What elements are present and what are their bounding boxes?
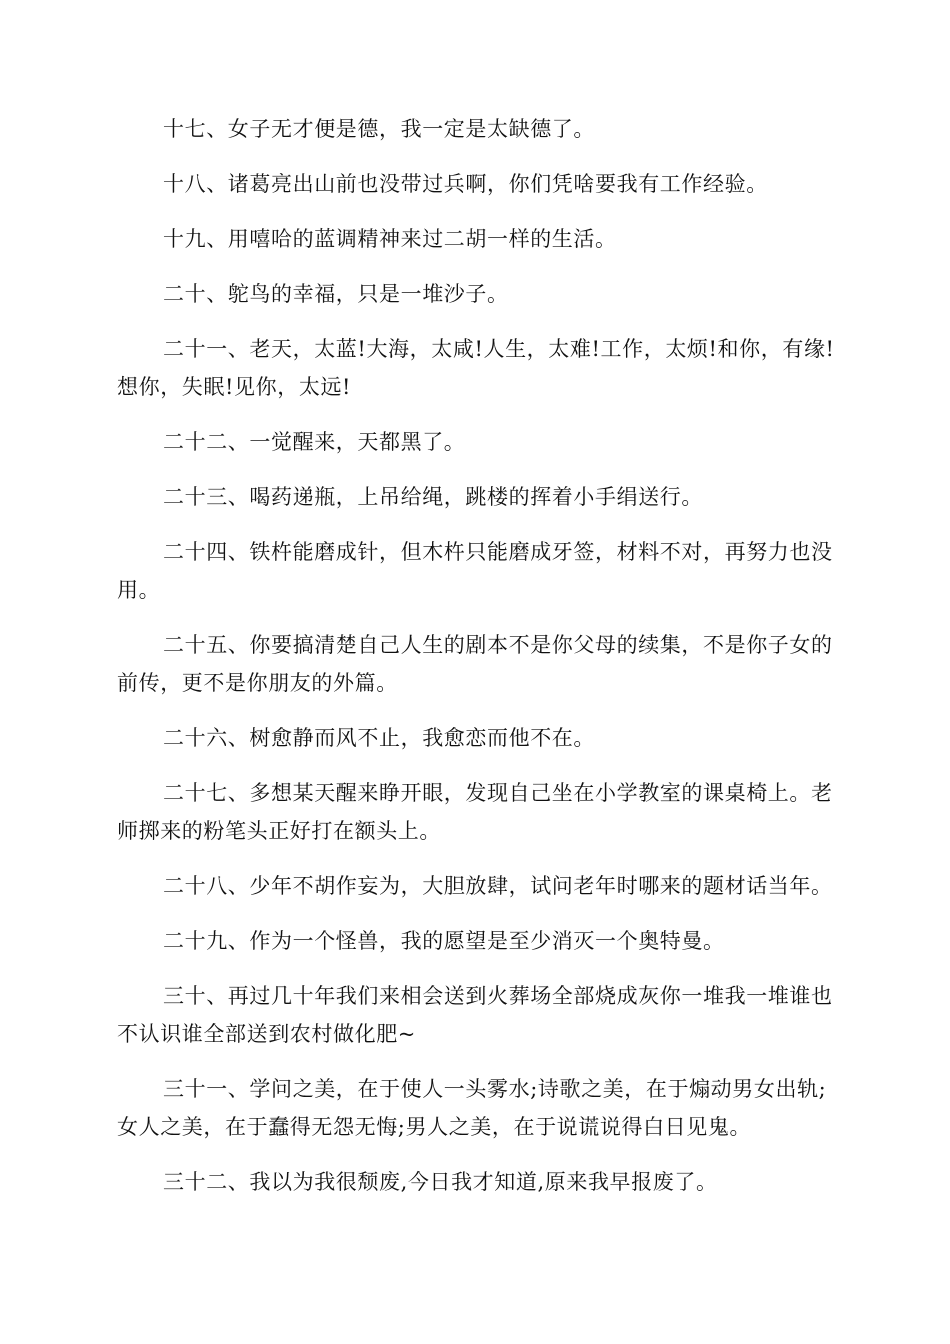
paragraph-19: 十九、用嘻哈的蓝调精神来过二胡一样的生活。 (163, 227, 617, 251)
paragraph-22: 二十二、一觉醒来，天都黑了。 (163, 430, 466, 454)
paragraph-30: 三十、再过几十年我们来相会送到火葬场全部烧成灰你一堆我一堆谁也不认识谁全部送到农村做化肥~ (117, 984, 833, 1046)
paragraph-25: 二十五、你要搞清楚自己人生的剧本不是你父母的续集，不是你子女的前传，更不是你朋友的外篇。 (117, 633, 833, 695)
paragraph-20: 二十、鸵鸟的幸福，只是一堆沙子。 (163, 282, 509, 306)
paragraph-27: 二十七、多想某天醒来睁开眼，发现自己坐在小学教室的课桌椅上。老师掷来的粉笔头正好打在额头上。 (117, 781, 833, 843)
paragraph-32: 三十二、我以为我很颓废,今日我才知道,原来我早报废了。 (163, 1170, 718, 1194)
paragraph-21: 二十一、老天，太蓝!大海，太咸!人生，太难!工作，太烦!和你，有缘!想你，失眠!见你，太远! (117, 337, 835, 399)
paragraph-28: 二十八、少年不胡作妄为，大胆放肆，试问老年时哪来的题材话当年。 (163, 874, 833, 898)
paragraph-18: 十八、诸葛亮出山前也没带过兵啊，你们凭啥要我有工作经验。 (163, 172, 768, 196)
text-body (117, 110, 835, 1218)
paragraph-24: 二十四、铁杵能磨成针，但木杵只能磨成牙签，材料不对，再努力也没用。 (117, 540, 833, 602)
paragraph-23: 二十三、喝药递瓶，上吊给绳，跳楼的挥着小手绢送行。 (163, 485, 703, 509)
paragraph-17: 十七、女子无才便是德，我一定是太缺德了。 (163, 117, 595, 141)
paragraph-26: 二十六、树愈静而风不止，我愈恋而他不在。 (163, 726, 595, 750)
paragraph-29: 二十九、作为一个怪兽，我的愿望是至少消灭一个奥特曼。 (163, 929, 725, 953)
paragraph-31: 三十一、学问之美，在于使人一头雾水;诗歌之美，在于煽动男女出轨;女人之美，在于蠢得无怨无悔;男人之美，在于说谎说得白日见鬼。 (117, 1077, 827, 1139)
